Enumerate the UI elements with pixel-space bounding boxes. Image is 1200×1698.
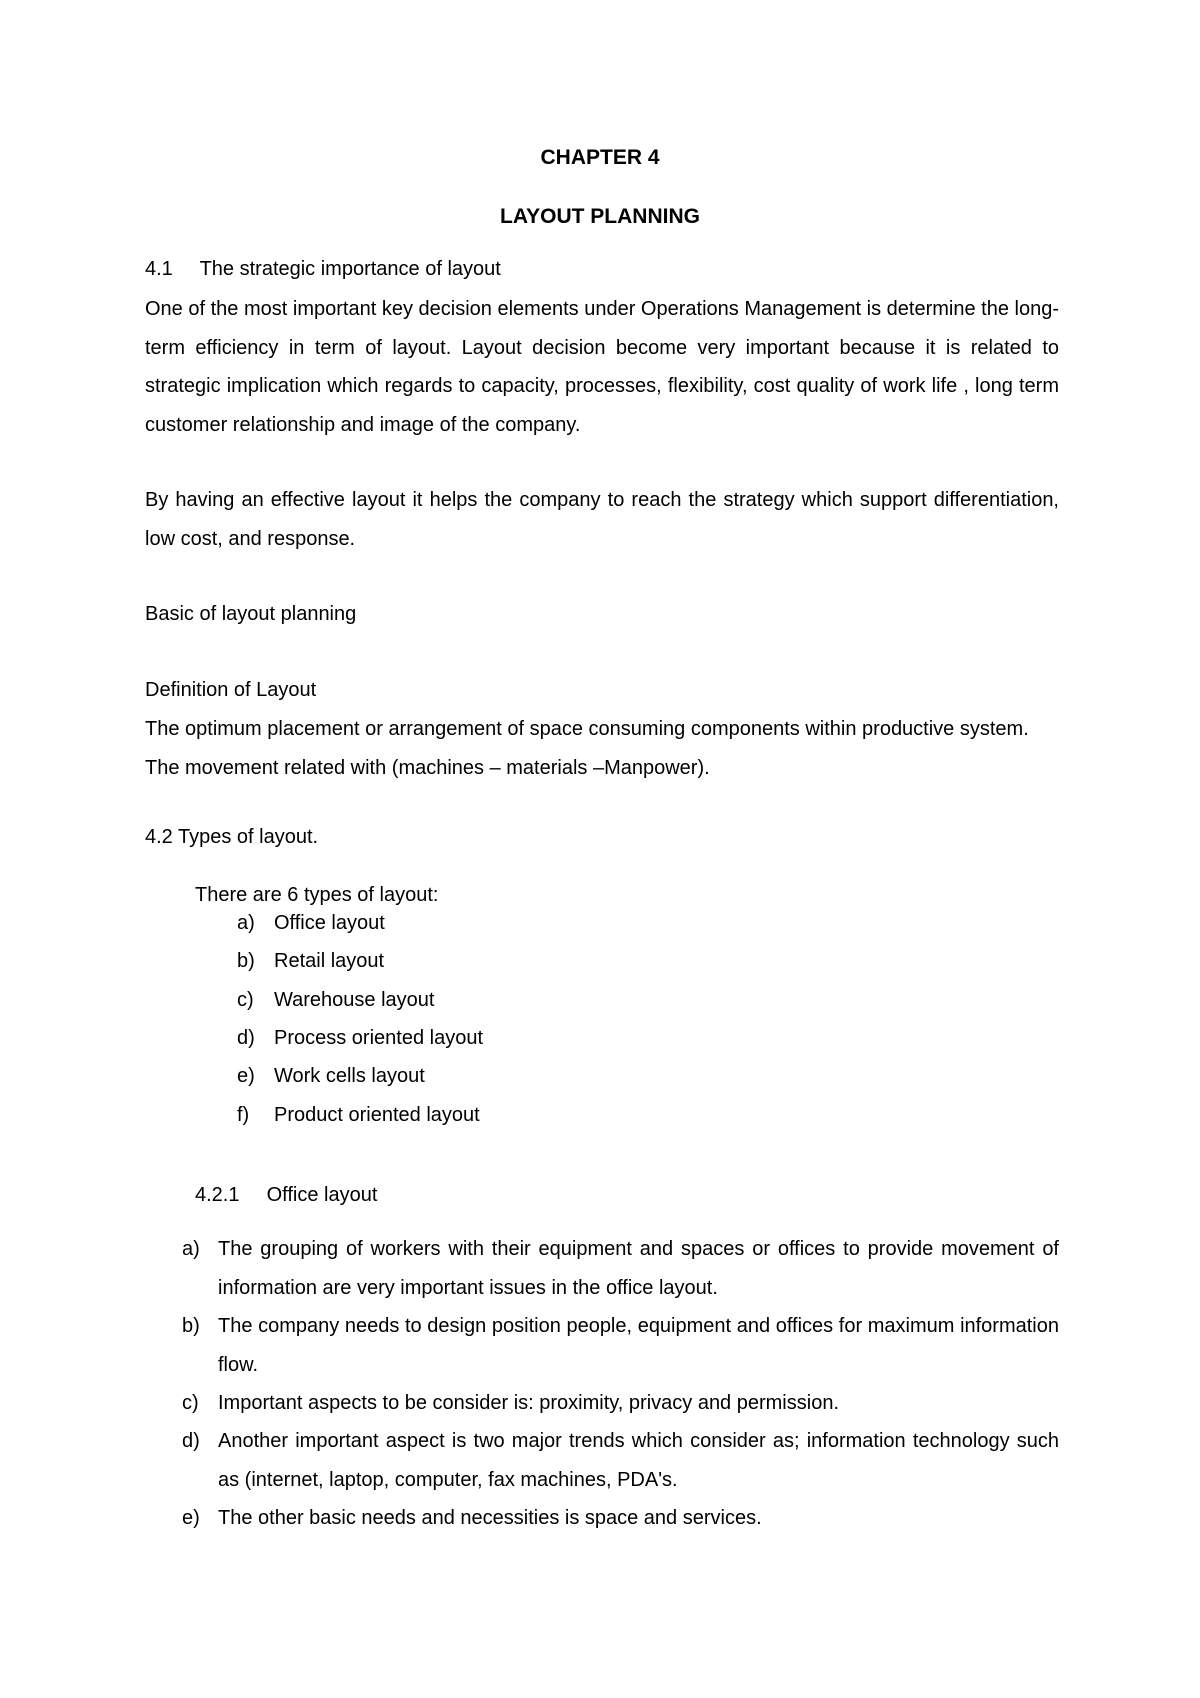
type-warehouse: Warehouse layout bbox=[274, 989, 435, 1011]
type-process-oriented: Process oriented layout bbox=[274, 1027, 484, 1049]
section-4-2-1-number: 4.2.1 bbox=[195, 1184, 240, 1206]
list-item bbox=[237, 950, 255, 973]
chapter-title: LAYOUT PLANNING bbox=[500, 205, 700, 228]
list-item bbox=[182, 1384, 1059, 1423]
section-4-1-paragraph-1: One of the most important key decision elements under Operations Management is determine the long-term efficiency in term of layout. Layout decision become very important because it is related to strategic implication which regards to capacity, processes, flexibility, cost quality of work life , long term customer relationship and image of the company. bbox=[145, 298, 1059, 436]
list-marker: d) bbox=[182, 1430, 200, 1452]
list-marker: a) bbox=[237, 912, 255, 934]
list-marker: b) bbox=[237, 950, 255, 972]
office-item-text: The company needs to design position people, equipment and offices for maximum information flow. bbox=[218, 1315, 1059, 1376]
list-marker: b) bbox=[182, 1315, 200, 1337]
section-4-2-heading: 4.2 Types of layout. bbox=[145, 826, 319, 848]
office-item-text: The other basic needs and necessities is space and services. bbox=[218, 1507, 762, 1529]
section-4-1-title: The strategic importance of layout bbox=[199, 258, 501, 280]
section-4-1-heading bbox=[145, 258, 501, 281]
type-product-oriented: Product oriented layout bbox=[274, 1104, 480, 1126]
list-item bbox=[237, 1104, 249, 1127]
chapter-number: CHAPTER 4 bbox=[540, 146, 660, 169]
definition-heading: Definition of Layout bbox=[145, 679, 317, 701]
definition-text: The optimum placement or arrangement of space consuming components within productive system. The movement related with (machines – materials –Manpower). bbox=[145, 718, 1029, 779]
basic-layout-heading: Basic of layout planning bbox=[145, 603, 357, 625]
list-item bbox=[182, 1422, 1059, 1499]
section-4-2-1-heading bbox=[195, 1184, 377, 1207]
section-4-1-number: 4.1 bbox=[145, 258, 173, 280]
list-item bbox=[237, 989, 254, 1012]
list-marker: c) bbox=[182, 1392, 199, 1414]
types-intro: There are 6 types of layout: bbox=[195, 884, 439, 906]
list-marker: e) bbox=[182, 1507, 200, 1529]
list-marker: f) bbox=[237, 1104, 250, 1126]
type-retail: Retail layout bbox=[274, 950, 385, 972]
office-item-text: Another important aspect is two major trends which consider as; information technology such as (internet, laptop, computer, fax machines, PDA's. bbox=[218, 1430, 1059, 1491]
type-office: Office layout bbox=[274, 912, 385, 934]
list-item bbox=[237, 1027, 255, 1050]
list-item bbox=[237, 1065, 255, 1088]
office-item-text: Important aspects to be consider is: proximity, privacy and permission. bbox=[218, 1392, 839, 1414]
section-4-1-paragraph-2: By having an effective layout it helps the company to reach the strategy which support differentiation, low cost, and response. bbox=[145, 489, 1059, 550]
list-marker: e) bbox=[237, 1065, 255, 1087]
list-marker: a) bbox=[182, 1238, 200, 1260]
office-item-text: The grouping of workers with their equipment and spaces or offices to provide movement of information are very important issues in the office layout. bbox=[218, 1238, 1059, 1299]
type-work-cells: Work cells layout bbox=[274, 1065, 425, 1087]
list-item bbox=[182, 1307, 1059, 1384]
section-4-2-1-title: Office layout bbox=[266, 1184, 378, 1206]
list-item bbox=[182, 1230, 1059, 1307]
list-marker: c) bbox=[237, 989, 254, 1011]
list-item bbox=[237, 912, 255, 935]
list-marker: d) bbox=[237, 1027, 255, 1049]
list-item bbox=[182, 1499, 1059, 1538]
